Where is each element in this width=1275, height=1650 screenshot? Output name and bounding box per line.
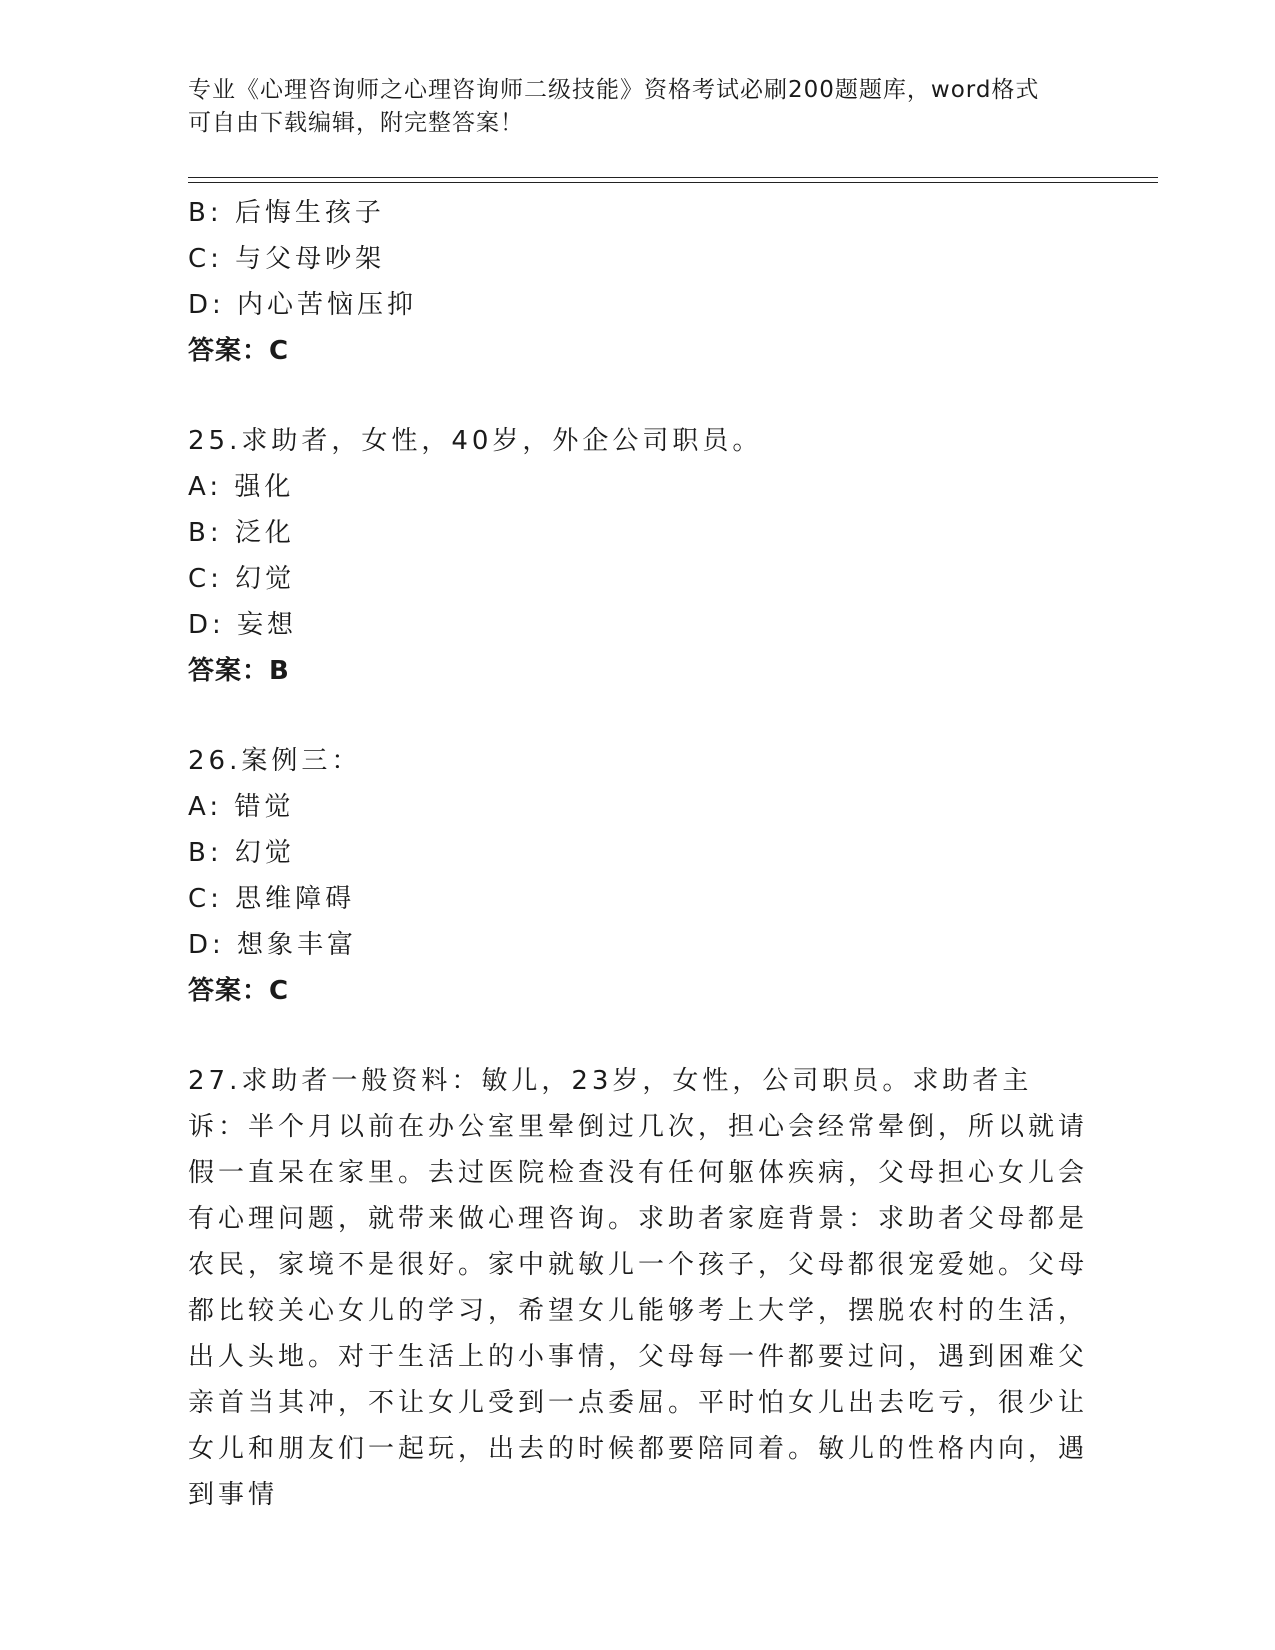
question-26 <box>188 738 1088 1014</box>
question-list <box>188 190 1088 1518</box>
option-b: B: 泛化 <box>188 518 295 548</box>
option-c: C: 与父母吵架 <box>188 244 386 274</box>
option-b: B: 后悔生孩子 <box>188 198 385 228</box>
option-a: A: 强化 <box>188 472 295 502</box>
spacer <box>188 1014 1088 1058</box>
option-c: C: 幻觉 <box>188 564 296 594</box>
document-header <box>188 74 1068 140</box>
spacer <box>188 374 1088 418</box>
answer-line: 答案：B <box>188 656 290 686</box>
header-divider-top <box>188 177 1158 178</box>
option-d: D: 内心苦恼压抑 <box>188 290 418 320</box>
option-a: A: 错觉 <box>188 792 295 822</box>
option-d: D: 妄想 <box>188 610 298 640</box>
question-25 <box>188 418 1088 694</box>
option-b: B: 幻觉 <box>188 838 295 868</box>
header-divider-bottom <box>188 182 1158 183</box>
question-stem: 25.求助者，女性，40岁，外企公司职员。 <box>188 426 763 456</box>
header-line-2: 可自由下载编辑，附完整答案！ <box>188 110 524 136</box>
question-stem: 27.求助者一般资料：敏儿，23岁，女性，公司职员。求助者主诉：半个月以前在办公室里晕倒过几次，担心会经常晕倒，所以就请假一直呆在家里。去过医院检查没有任何躯体疾病，父母担心女儿会有心理问题，就带来做心理咨询。求助者家庭背景：求助者父母都是农民，家境不是很好。家中就敏儿一个孩子，父母都很宠爱她。父母都比较关心女儿的学习，希望女儿能够考上大学，摆脱农村的生活，出人头地。对于生活上的小事情，父母每一件都要过问，遇到困难父亲首当其冲，不让女儿受到一点委屈。平时怕女儿出去吃亏，很少让女儿和朋友们一起玩，出去的时候都要陪同着。敏儿的性格内向，遇到事情 <box>188 1066 1089 1510</box>
question-27 <box>188 1058 1088 1518</box>
spacer <box>188 694 1088 738</box>
question-24 <box>188 190 1088 374</box>
question-stem: 26.案例三： <box>188 746 362 776</box>
option-c: C: 思维障碍 <box>188 884 356 914</box>
option-d: D: 想象丰富 <box>188 930 358 960</box>
header-line-1: 专业《心理咨询师之心理咨询师二级技能》资格考试必刷200题题库，word格式 <box>188 77 1040 103</box>
answer-line: 答案：C <box>188 336 290 366</box>
answer-line: 答案：C <box>188 976 290 1006</box>
